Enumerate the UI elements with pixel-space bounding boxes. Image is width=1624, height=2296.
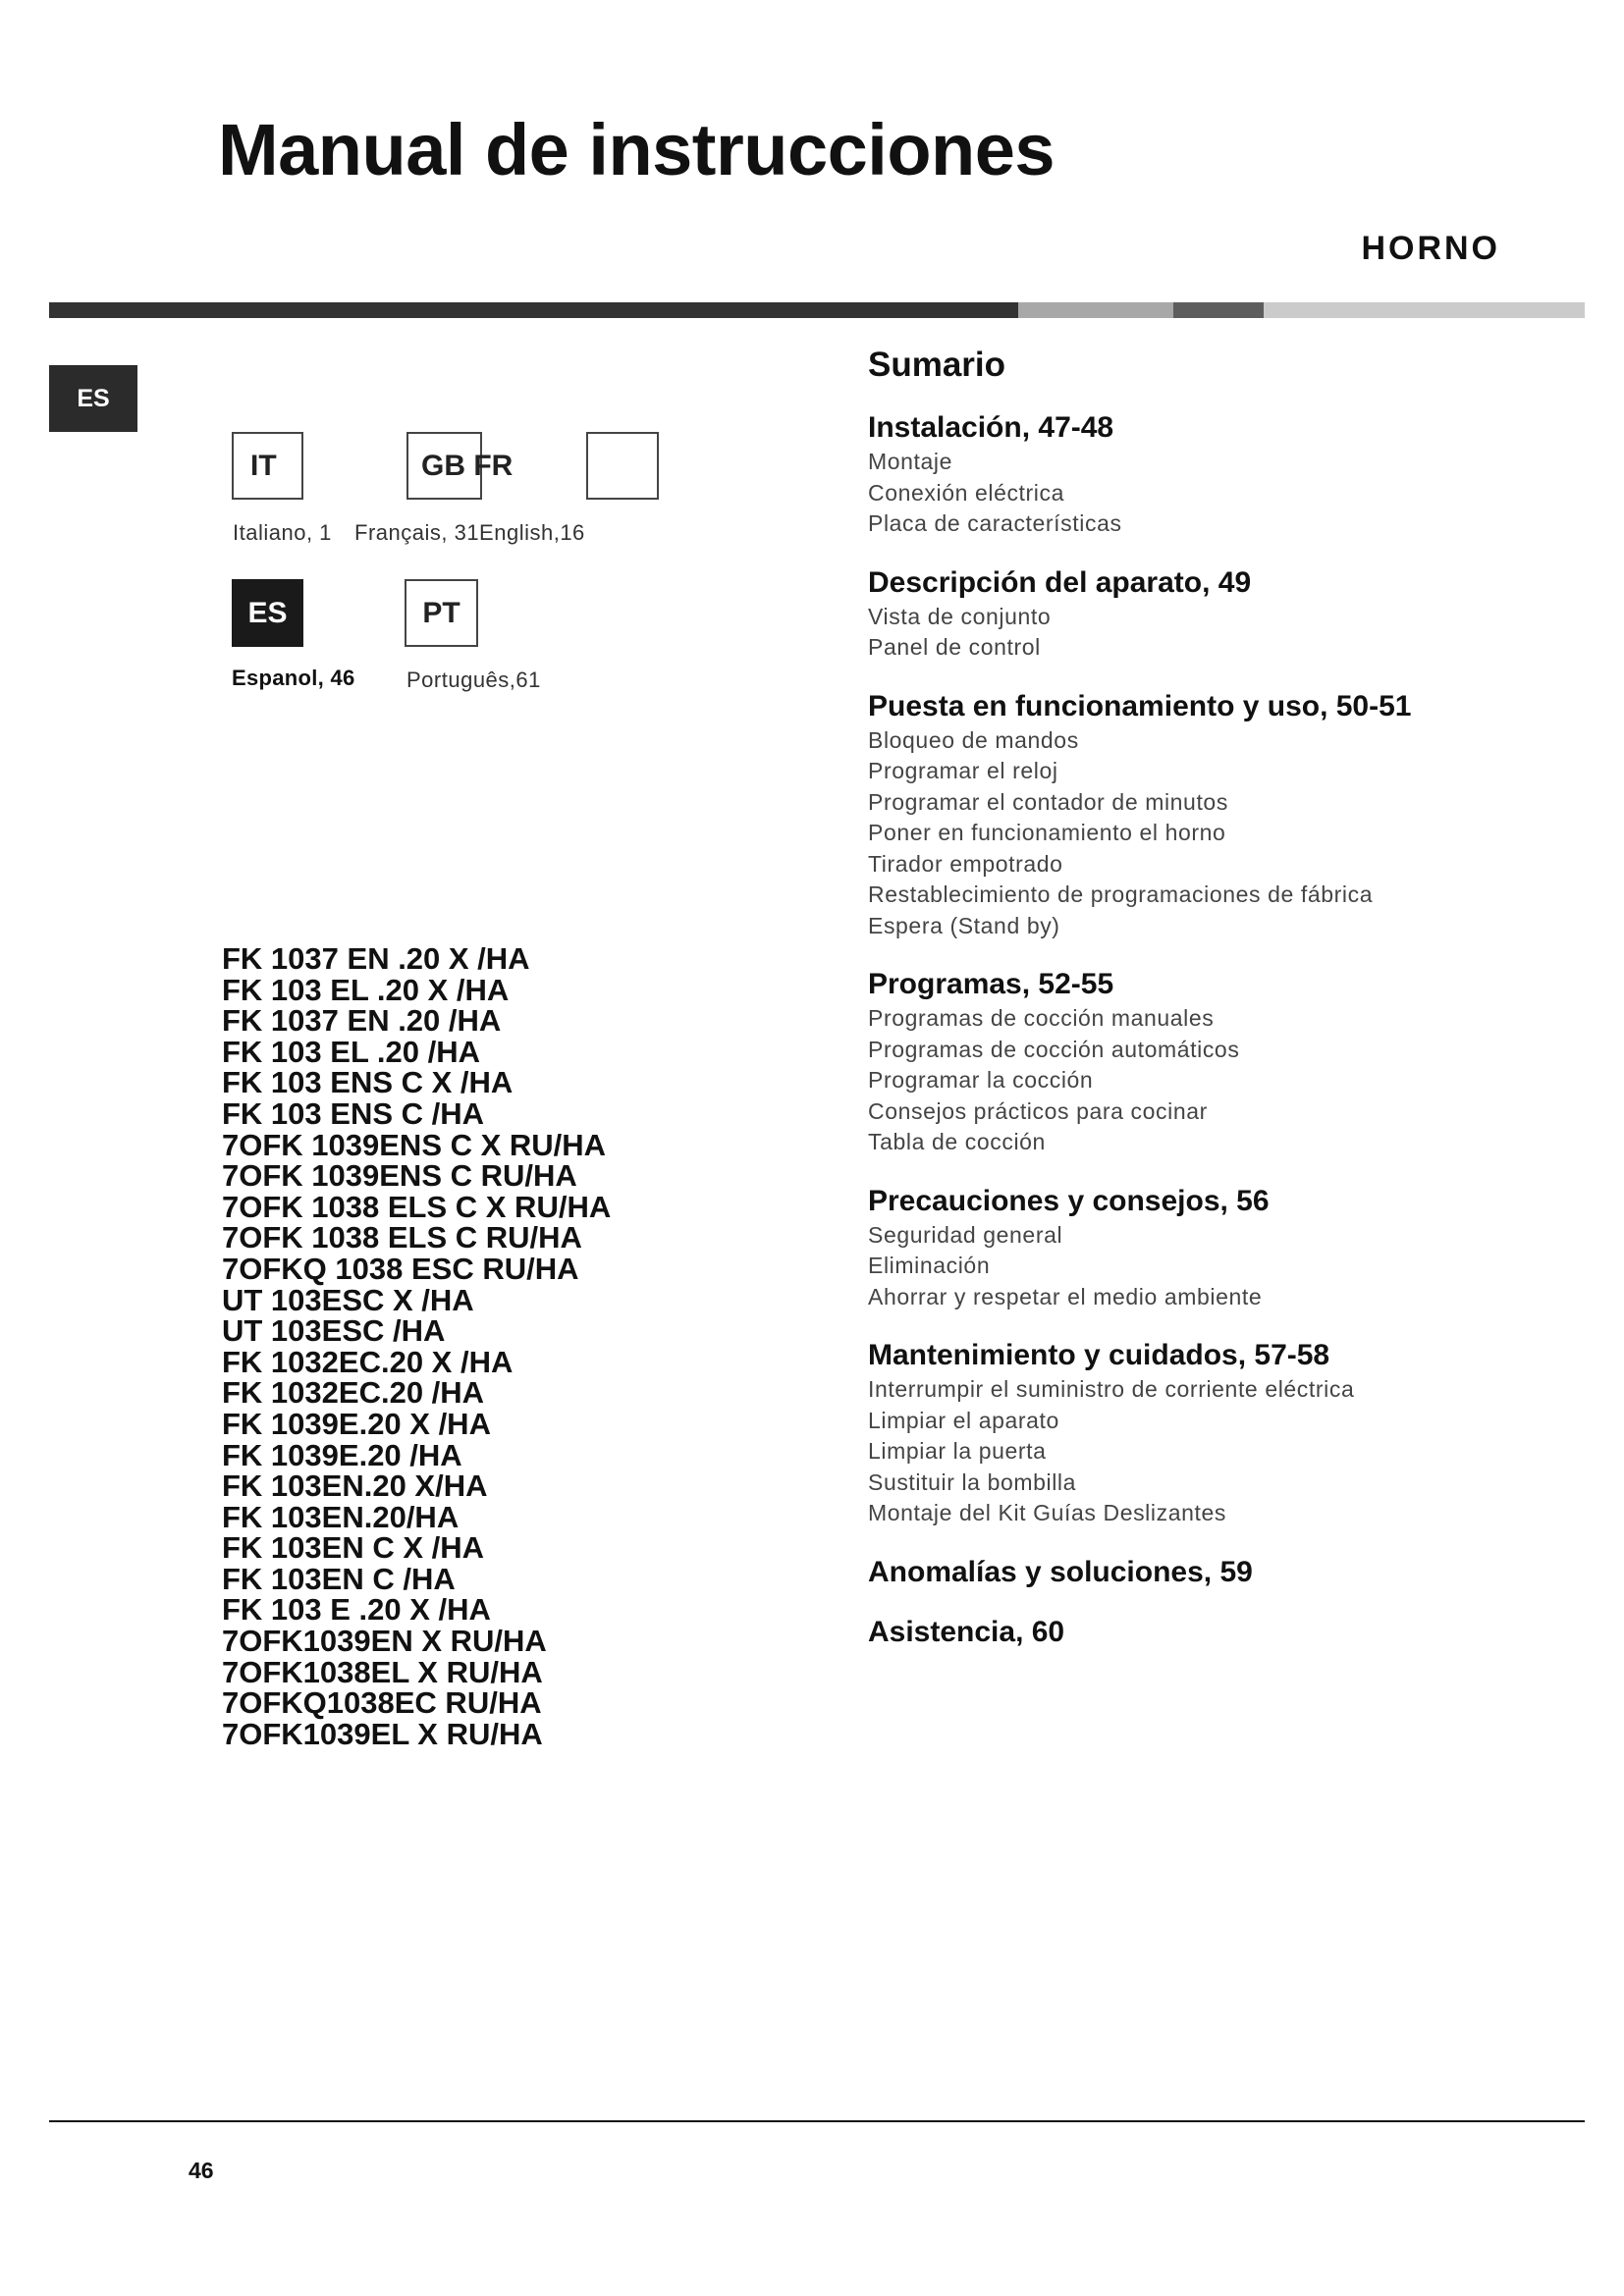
model-item: FK 103 EL .20 X /HA [222,972,510,1007]
language-caption-it: Italiano, 1 [233,520,332,545]
model-item: FK 1039E.20 /HA [222,1437,462,1472]
toc-item: Interrumpir el suministro de corriente eléctrica [868,1376,1355,1402]
language-box-es: ES [232,579,303,647]
language-box-it: IT [232,432,303,500]
language-caption-es: Espanol, 46 [232,666,355,690]
language-caption-gb-fr: Français, 31English,16 [354,520,585,545]
model-item: FK 103 E .20 X /HA [222,1592,491,1628]
model-item: FK 103 EL .20 /HA [222,1034,481,1069]
toc-section-precauciones [868,1185,1516,1313]
toc-item: Montaje del Kit Guías Deslizantes [868,1500,1226,1525]
model-item: FK 1037 EN .20 X /HA [222,941,530,976]
toc-item: Programar el reloj [868,758,1058,783]
table-of-contents [868,346,1516,1676]
model-item: FK 1037 EN .20 /HA [222,1003,502,1039]
toc-heading: Asistencia, 60 [868,1615,1065,1648]
toc-item: Programar la cocción [868,1067,1094,1093]
model-item: FK 103 ENS C X /HA [222,1065,514,1100]
toc-section-asistencia [868,1616,1516,1649]
toc-item: Consejos prácticos para cocinar [868,1097,1208,1124]
toc-heading: Descripción del aparato, 49 [868,565,1252,599]
toc-section-anomalias [868,1556,1516,1589]
toc-section-descripcion [868,566,1516,664]
toc-item: Panel de control [868,634,1041,660]
toc-item: Limpiar la puerta [868,1438,1047,1464]
toc-item: Ahorrar y respetar el medio ambiente [868,1283,1263,1309]
toc-title: Sumario [868,346,1006,384]
page-number: 46 [189,2158,214,2183]
model-item: FK 103EN.20 X/HA [222,1468,488,1504]
model-item: FK 1032EC.20 /HA [222,1375,485,1411]
toc-item: Poner en funcionamiento el horno [868,820,1226,845]
model-item: FK 103 ENS C /HA [222,1095,485,1131]
toc-item: Restablecimiento de programaciones de fábrica [868,881,1374,907]
language-box-pt: PT [405,579,478,647]
header-band-segment [1018,302,1173,318]
toc-item: Eliminación [868,1253,991,1278]
toc-item: Tabla de cocción [868,1129,1046,1154]
toc-item: Programas de cocción automáticos [868,1036,1240,1062]
header-band-segment [1173,302,1264,318]
toc-item: Limpiar el aparato [868,1407,1059,1433]
language-box-blank [586,432,659,500]
model-item: FK 1039E.20 X /HA [222,1406,491,1441]
toc-section-programas [868,968,1516,1158]
toc-item: Seguridad general [868,1221,1063,1248]
model-item: UT 103ESC X /HA [222,1282,474,1317]
toc-section-instalacion [868,411,1516,540]
product-label: HORNO [1361,230,1500,267]
model-item: 7OFKQ 1038 ESC RU/HA [222,1251,579,1286]
toc-item: Programar el contador de minutos [868,788,1228,815]
footer-rule [49,2120,1585,2122]
model-item: 7OFK1039EL X RU/HA [222,1716,543,1751]
header-band-segment [49,302,1018,318]
model-item: 7OFK1038EL X RU/HA [222,1654,543,1689]
model-item: 7OFK 1039ENS C RU/HA [222,1158,577,1194]
model-item: FK 103EN C X /HA [222,1530,485,1566]
language-section-tab: ES [49,365,137,432]
toc-heading: Puesta en funcionamiento y uso, 50-51 [868,689,1412,722]
toc-item: Conexión eléctrica [868,479,1065,506]
model-list [222,943,611,1749]
toc-heading: Mantenimiento y cuidados, 57-58 [868,1339,1330,1371]
toc-heading: Precauciones y consejos, 56 [868,1184,1270,1217]
language-box-gb-fr: GB FR [406,432,482,500]
toc-item: Bloqueo de mandos [868,726,1079,753]
toc-item: Vista de conjunto [868,603,1052,629]
toc-item: Espera (Stand by) [868,912,1060,938]
model-item: FK 103EN.20/HA [222,1499,460,1534]
toc-item: Placa de características [868,510,1122,536]
toc-item: Montaje [868,449,953,474]
toc-heading: Anomalías y soluciones, 59 [868,1555,1253,1588]
model-item: FK 1032EC.20 X /HA [222,1344,514,1379]
toc-heading: Programas, 52-55 [868,968,1114,1000]
toc-section-mantenimiento [868,1339,1516,1529]
model-item: 7OFK1039EN X RU/HA [222,1624,547,1659]
model-item: FK 103EN C /HA [222,1561,456,1596]
page-title: Manual de instrucciones [218,109,1056,190]
toc-item: Tirador empotrado [868,850,1063,877]
toc-item: Sustituir la bombilla [868,1468,1077,1495]
model-item: 7OFKQ1038EC RU/HA [222,1685,542,1721]
toc-item: Programas de cocción manuales [868,1005,1215,1031]
model-item: 7OFK 1039ENS C X RU/HA [222,1127,607,1162]
toc-section-puesta [868,690,1516,942]
language-caption-pt: Português,61 [406,667,541,692]
toc-heading: Instalación, 47-48 [868,411,1114,444]
model-item: 7OFK 1038 ELS C X RU/HA [222,1189,612,1224]
model-item: UT 103ESC /HA [222,1313,446,1349]
header-band-segment [1264,302,1585,318]
model-item: 7OFK 1038 ELS C RU/HA [222,1220,582,1255]
